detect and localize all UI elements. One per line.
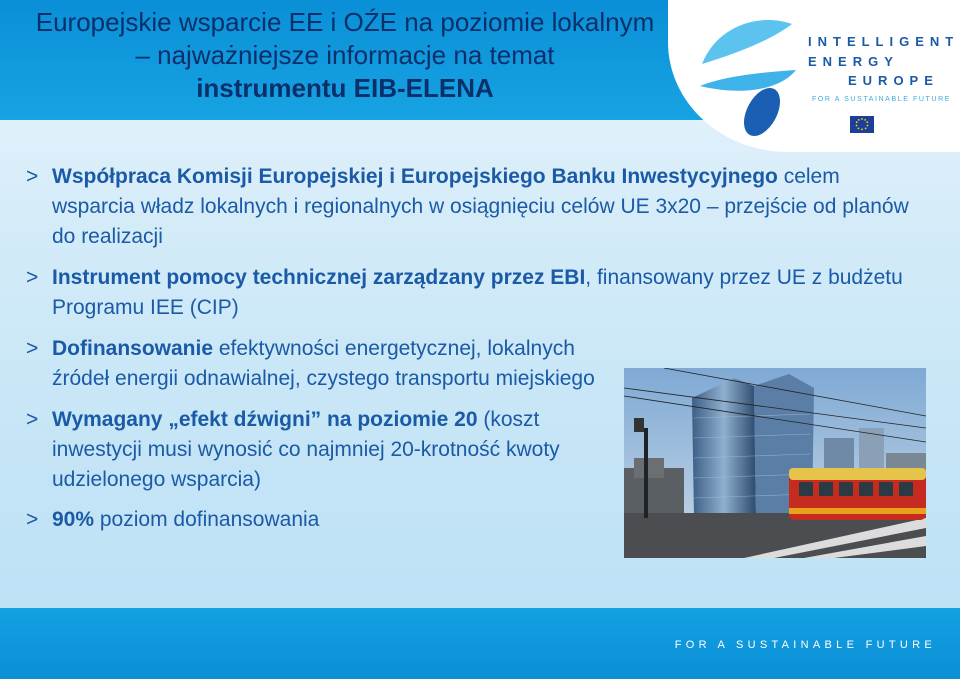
bullet-marker: > [26, 337, 39, 360]
bullet-item [26, 405, 632, 495]
footer-tagline: FOR A SUSTAINABLE FUTURE [674, 639, 936, 651]
bullet-text: (koszt inwestycji musi wynosić co najmniej 20-krotność kwoty udzielonego wsparcia) [52, 408, 560, 491]
bullet-bold-text: Instrument pomocy technicznej zarządzany przez EBI [52, 266, 586, 289]
bullet-text: celem wsparcia władz lokalnych i regionalnych w osiągnięciu celów UE 3x20 – przejście od planów do realizacji [52, 165, 909, 248]
bullet-marker: > [26, 266, 39, 289]
bullet-text: , finansowany przez UE z budżetu Programu IEE (CIP) [52, 266, 903, 319]
logo-tagline: FOR A SUSTAINABLE FUTURE [812, 96, 952, 103]
bullet-marker: > [26, 408, 39, 431]
bullet-text: poziom dofinansowania [94, 508, 320, 531]
bullet-item [26, 334, 632, 394]
eu-flag-icon [850, 116, 874, 133]
slide-title [0, 6, 690, 105]
bullet-item [26, 263, 926, 323]
city-tram-photo [624, 368, 926, 558]
bullet-bold-text: Współpraca Komisji Europejskiej i Europejskiego Banku Inwestycyjnego [52, 165, 778, 188]
bullet-bold-text: Dofinansowanie [52, 337, 214, 360]
bullet-marker: > [26, 508, 39, 531]
intelligent-energy-logo-icon [694, 6, 804, 138]
logo-text-energy: ENERGY [808, 54, 899, 69]
title-line-2: – najważniejsze informacje na temat [135, 40, 555, 70]
logo-text-europe: EUROPE [848, 73, 939, 88]
bullet-text: efektywności energetycznej, lokalnych źródeł energii odnawialnej, czystego transportu miejskiego [52, 337, 595, 390]
title-line-1: Europejskie wsparcie EE i OŹE na poziomie lokalnym [35, 7, 655, 37]
bullet-bold-text: Wymagany „efekt dźwigni” na poziomie 20 [52, 408, 478, 431]
logo-text-intelligent: INTELLIGENT [808, 34, 960, 49]
title-line-3: instrumentu EIB-ELENA [196, 73, 494, 103]
bullet-bold-text: 90% [52, 508, 95, 531]
bullet-marker: > [26, 165, 39, 188]
bullet-item [26, 162, 926, 252]
